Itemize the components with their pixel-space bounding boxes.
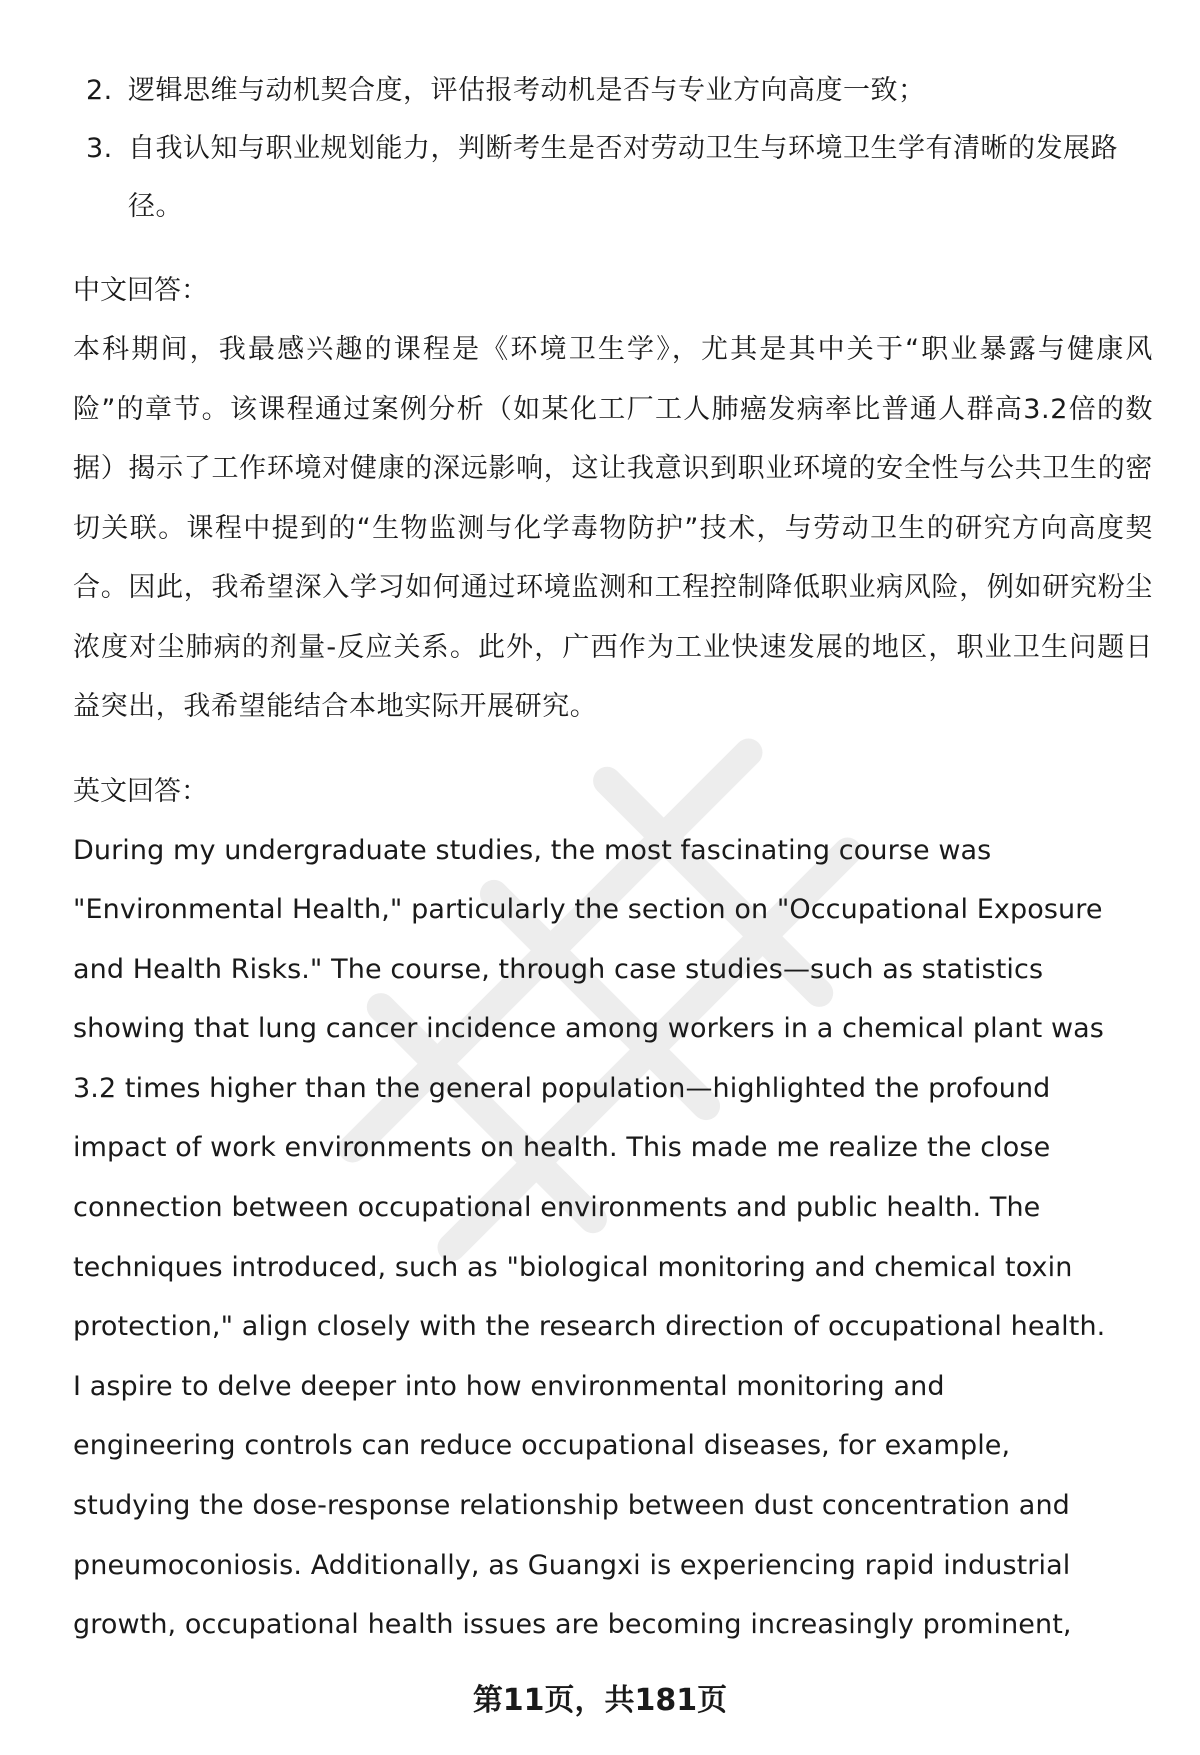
english-line: engineering controls can reduce occupational diseases, for example,	[73, 1430, 1011, 1462]
chinese-answer-body: 本科期间，我最感兴趣的课程是《环境卫生学》，尤其是其中关于“职业暴露与健康风险”的章节。该课程通过案例分析（如某化工厂工人肺癌发病率比普通人群高3.2倍的数据）揭示了工作环境对健康的深远影响，这让我意识到职业环境的安全性与公共卫生的密切关联。课程中提到的“生物监测与化学毒物防护”技术，与劳动卫生的研究方向高度契合。因此，我希望深入学习如何通过环境监测和工程控制降低职业病风险，例如研究粉尘浓度对尘肺病的剂量-反应关系。此外，广西作为工业快速发展的地区，职业卫生问题日益突出，我希望能结合本地实际开展研究。	[73, 334, 1153, 722]
english-answer-body	[73, 821, 1153, 1655]
list-text: 逻辑思维与动机契合度，评估报考动机是否与专业方向高度一致；	[128, 75, 926, 106]
english-line: connection between occupational environments and public health. The	[73, 1192, 1041, 1224]
english-line: 3.2 times higher than the general population—highlighted the profound	[73, 1072, 1051, 1104]
list-item	[73, 62, 1153, 120]
english-line: growth, occupational health issues are becoming increasingly prominent,	[73, 1609, 1072, 1641]
english-line: pneumoconiosis. Additionally, as Guangxi is experiencing rapid industrial	[73, 1549, 1071, 1581]
list-text: 自我认知与职业规划能力，判断考生是否对劳动卫生与环境卫生学有清晰的发展路径。	[128, 133, 1118, 222]
main-content	[73, 62, 1153, 1655]
list-number: 2.	[86, 75, 113, 106]
english-line: studying the dose-response relationship between dust concentration and	[73, 1490, 1070, 1522]
english-line: techniques introduced, such as "biological monitoring and chemical toxin	[73, 1251, 1073, 1283]
chinese-answer-label: 中文回答：	[73, 275, 208, 306]
english-line: "Environmental Health," particularly the section on "Occupational Exposure	[73, 894, 1103, 926]
english-answer-label: 英文回答：	[73, 775, 208, 807]
english-line: I aspire to delve deeper into how environmental monitoring and	[73, 1370, 945, 1402]
english-line: and Health Risks." The course, through case studies—such as statistics	[73, 953, 1044, 985]
english-line: protection," align closely with the research direction of occupational health.	[73, 1311, 1106, 1343]
list-item	[73, 120, 1153, 236]
english-line: impact of work environments on health. This made me realize the close	[73, 1132, 1051, 1164]
list-number: 3.	[86, 133, 113, 164]
english-line: showing that lung cancer incidence among workers in a chemical plant was	[73, 1013, 1104, 1045]
criteria-list	[73, 62, 1153, 236]
page-number: 第11页，共181页	[472, 1683, 728, 1718]
english-line: During my undergraduate studies, the most fascinating course was	[73, 834, 992, 866]
